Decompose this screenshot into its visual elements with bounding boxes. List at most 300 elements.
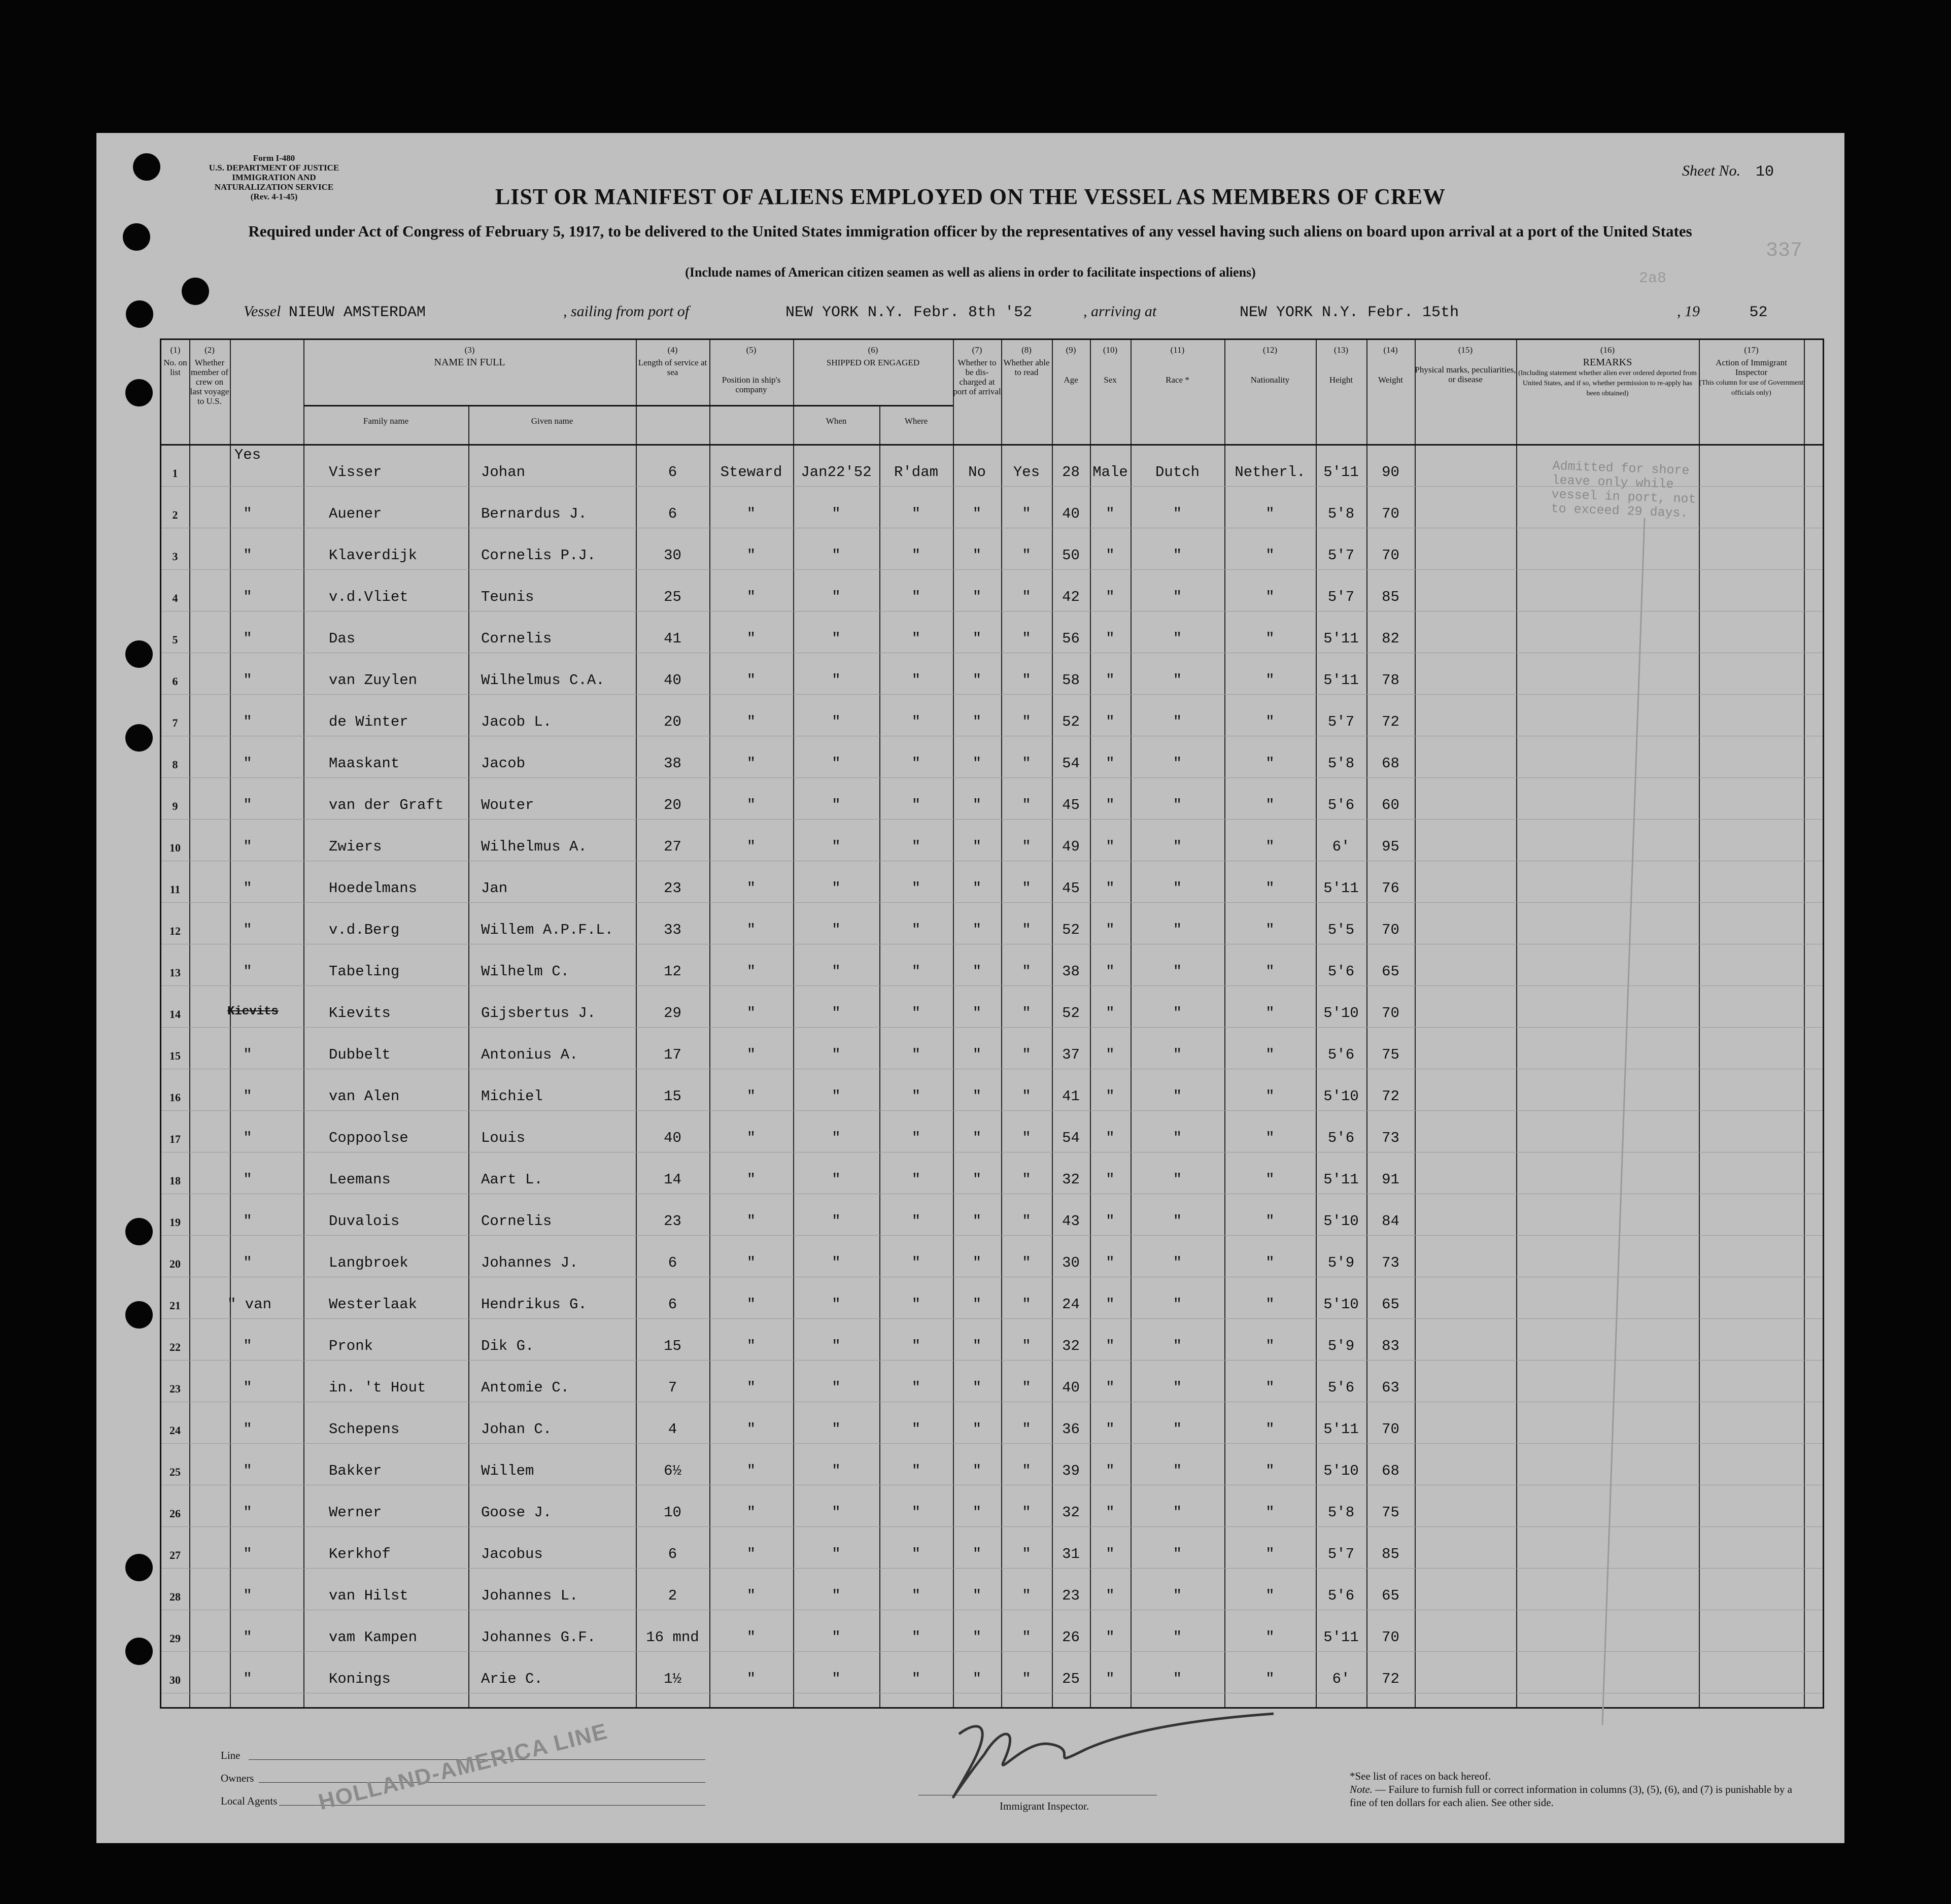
row-when: " <box>832 1171 841 1188</box>
form-number: Form I-480 <box>253 153 295 163</box>
row-where: " <box>911 1546 921 1562</box>
row-when: " <box>832 589 841 605</box>
row-weight: 85 <box>1382 589 1399 605</box>
row-position: " <box>746 672 756 689</box>
row-given-name: Willem <box>481 1463 534 1479</box>
row-service: 2 <box>668 1587 677 1604</box>
row-nationality: " <box>1265 1213 1275 1230</box>
row-discharged: " <box>972 1421 982 1438</box>
row-weight: 85 <box>1382 1546 1399 1562</box>
year-label: , 19 <box>1677 303 1700 320</box>
row-sex: Male <box>1092 464 1128 481</box>
row-read: " <box>1022 672 1031 689</box>
row-service: 38 <box>664 755 681 772</box>
row-previous-voyage: " <box>243 1587 252 1604</box>
row-race: " <box>1173 1629 1182 1646</box>
row-nationality: Netherl. <box>1235 464 1306 481</box>
row-previous-voyage: " <box>243 589 252 605</box>
row-previous-voyage: " van <box>227 1296 272 1313</box>
inspector-signature <box>918 1709 1284 1805</box>
row-height: 5'7 <box>1327 1546 1355 1562</box>
row-weight: 60 <box>1382 797 1399 813</box>
row-number: 17 <box>169 1133 181 1145</box>
row-discharged: " <box>972 547 982 564</box>
row-weight: 70 <box>1382 1005 1399 1022</box>
row-race: " <box>1173 1213 1182 1230</box>
row-service: 23 <box>664 880 681 897</box>
row-height: 5'6 <box>1327 1587 1355 1604</box>
row-given-name: Gijsbertus J. <box>481 1005 596 1022</box>
row-number: 12 <box>169 925 181 937</box>
row-read: " <box>1022 547 1031 564</box>
row-sex: " <box>1106 1213 1115 1230</box>
row-position: " <box>746 838 756 855</box>
row-nationality: " <box>1265 589 1275 605</box>
row-given-name: Jan <box>481 880 508 897</box>
row-service: 30 <box>664 547 681 564</box>
holland-america-stamp: HOLLAND-AMERICA LINE <box>316 1718 610 1815</box>
row-service: 6½ <box>664 1463 681 1479</box>
row-number: 8 <box>172 758 178 771</box>
row-number: 21 <box>169 1299 181 1312</box>
row-family-name: Tabeling <box>329 963 400 980</box>
row-given-name: Louis <box>481 1130 526 1146</box>
row-race: " <box>1173 713 1182 730</box>
row-position: " <box>746 1379 756 1396</box>
row-age: 32 <box>1062 1171 1080 1188</box>
row-when: " <box>832 797 841 813</box>
row-number: 3 <box>172 550 178 563</box>
sheet-number <box>1682 162 1774 181</box>
row-number: 6 <box>172 675 178 688</box>
row-weight: 83 <box>1382 1338 1399 1354</box>
header-no: (1) No. on list <box>163 345 187 377</box>
row-family-name: Coppoolse <box>329 1130 408 1146</box>
row-age: 54 <box>1062 1130 1080 1146</box>
row-service: 29 <box>664 1005 681 1022</box>
row-position: " <box>746 589 756 605</box>
row-age: 40 <box>1062 505 1080 522</box>
row-service: 14 <box>664 1171 681 1188</box>
row-family-name: Werner <box>329 1504 382 1521</box>
row-weight: 73 <box>1382 1254 1399 1271</box>
row-given-name: Johan <box>481 464 526 481</box>
row-previous-voyage: " <box>243 547 252 564</box>
row-service: 40 <box>664 1130 681 1146</box>
row-race: " <box>1173 630 1182 647</box>
row-number: 29 <box>169 1632 181 1645</box>
row-previous-voyage: " <box>243 1171 252 1188</box>
row-given-name: Cornelis <box>481 1213 552 1230</box>
row-when: " <box>832 1463 841 1479</box>
row-where: " <box>911 1130 921 1146</box>
row-age: 32 <box>1062 1338 1080 1354</box>
row-read: " <box>1022 963 1031 980</box>
row-read: " <box>1022 630 1031 647</box>
row-read: Yes <box>1013 464 1040 481</box>
row-race: Dutch <box>1155 464 1200 481</box>
row-nationality: " <box>1265 1504 1275 1521</box>
row-family-name: Kerkhof <box>329 1546 391 1562</box>
row-discharged: " <box>972 672 982 689</box>
row-service: 15 <box>664 1088 681 1105</box>
row-read: " <box>1022 1463 1031 1479</box>
year <box>1677 303 1772 321</box>
row-read: " <box>1022 1587 1031 1604</box>
row-height: 5'10 <box>1323 1213 1359 1230</box>
row-race: " <box>1173 1005 1182 1022</box>
row-family-name: van Alen <box>329 1088 400 1105</box>
row-position: " <box>746 1587 756 1604</box>
row-service: 33 <box>664 922 681 938</box>
row-height: 5'11 <box>1323 630 1359 647</box>
row-service: 10 <box>664 1504 681 1521</box>
header-nationality: (12) Nationality <box>1250 345 1290 385</box>
row-age: 39 <box>1062 1463 1080 1479</box>
row-service: 6 <box>668 1254 677 1271</box>
row-position: " <box>746 1088 756 1105</box>
punch-hole <box>125 379 153 406</box>
row-where: " <box>911 963 921 980</box>
row-family-name: Maaskant <box>329 755 400 772</box>
row-previous-voyage: " <box>243 922 252 938</box>
row-sex: " <box>1106 1254 1115 1271</box>
row-previous-voyage: " <box>243 1504 252 1521</box>
row-read: " <box>1022 1421 1031 1438</box>
row-family-name: Klaverdijk <box>329 547 418 564</box>
stamp-number: 337 <box>1766 240 1803 262</box>
row-position: " <box>746 1005 756 1022</box>
row-service: 7 <box>668 1379 677 1396</box>
row-when: " <box>832 963 841 980</box>
row-nationality: " <box>1265 797 1275 813</box>
row-family-name: vam Kampen <box>329 1629 418 1646</box>
header-sex: (10) Sex <box>1103 345 1118 385</box>
inspector-label: Immigrant Inspector. <box>1000 1800 1089 1812</box>
row-weight: 72 <box>1382 713 1399 730</box>
year-value: 52 <box>1749 304 1768 321</box>
row-position: " <box>746 1421 756 1438</box>
row-where: " <box>911 547 921 564</box>
row-position: " <box>746 797 756 813</box>
row-sex: " <box>1106 505 1115 522</box>
row-height: 5'11 <box>1323 1421 1359 1438</box>
form-revision: (Rev. 4-1-45) <box>250 192 298 201</box>
line-label: Line <box>221 1749 241 1761</box>
row-age: 58 <box>1062 672 1080 689</box>
row-sex: " <box>1106 922 1115 938</box>
row-age: 54 <box>1062 755 1080 772</box>
row-sex: " <box>1106 1005 1115 1022</box>
row-read: " <box>1022 838 1031 855</box>
sailing-label: , sailing from port of <box>563 303 690 320</box>
row-where: " <box>911 1046 921 1063</box>
row-number: 16 <box>169 1091 181 1104</box>
row-read: " <box>1022 1546 1031 1562</box>
header-where: Where <box>904 416 928 426</box>
races-note: *See list of races on back hereof. <box>1350 1770 1491 1782</box>
row-race: " <box>1173 505 1182 522</box>
row-age: 40 <box>1062 1379 1080 1396</box>
row-where: " <box>911 922 921 938</box>
row-where: " <box>911 1504 921 1521</box>
header-weight: (14) Weight <box>1378 345 1403 385</box>
row-sex: " <box>1106 1130 1115 1146</box>
row-where: " <box>911 755 921 772</box>
sheet-number-label: Sheet No. <box>1682 162 1740 179</box>
arriving-at-value-wrap <box>1236 303 1463 321</box>
row-when: " <box>832 505 841 522</box>
page-subtitle: Required under Act of Congress of February 5, 1917, to be delivered to the United States immigration officer by the representatives of any vessel having such aliens on board upon arrival at a port of the United States <box>248 222 1692 240</box>
row-sex: " <box>1106 1296 1115 1313</box>
owners-label: Owners <box>221 1772 254 1784</box>
row-number: 20 <box>169 1257 181 1270</box>
row-weight: 75 <box>1382 1046 1399 1063</box>
row-where: " <box>911 880 921 897</box>
row-when: " <box>832 630 841 647</box>
row-given-name: Johan C. <box>481 1421 552 1438</box>
row-read: " <box>1022 589 1031 605</box>
row-when: " <box>832 713 841 730</box>
row-where: " <box>911 1463 921 1479</box>
row-family-name: van Zuylen <box>329 672 418 689</box>
row-discharged: " <box>972 797 982 813</box>
row-discharged: " <box>972 922 982 938</box>
row-nationality: " <box>1265 1463 1275 1479</box>
row-where: " <box>911 1088 921 1105</box>
row-nationality: " <box>1265 1587 1275 1604</box>
row-weight: 68 <box>1382 755 1399 772</box>
row-given-name: Aart L. <box>481 1171 543 1188</box>
row-discharged: " <box>972 880 982 897</box>
row-race: " <box>1173 1088 1182 1105</box>
row-previous-voyage: " <box>243 1463 252 1479</box>
row-nationality: " <box>1265 1421 1275 1438</box>
row-family-name: Dubbelt <box>329 1046 391 1063</box>
row-previous-voyage: " <box>243 1046 252 1063</box>
row-discharged: " <box>972 963 982 980</box>
header-given-name: Given name <box>531 416 573 426</box>
row-previous-voyage: " <box>243 1671 252 1687</box>
row-race: " <box>1173 1463 1182 1479</box>
row-given-name: Jacobus <box>481 1546 543 1562</box>
row-number: 1 <box>172 467 178 480</box>
row-age: 45 <box>1062 880 1080 897</box>
row-service: 20 <box>664 713 681 730</box>
punch-hole <box>126 300 153 328</box>
row-discharged: " <box>972 1671 982 1687</box>
row-when: " <box>832 838 841 855</box>
row-previous-voyage: " <box>243 1088 252 1105</box>
row-weight: 95 <box>1382 838 1399 855</box>
row-when: " <box>832 1130 841 1146</box>
row-nationality: " <box>1265 1338 1275 1354</box>
row-service: 6 <box>668 1296 677 1313</box>
row-race: " <box>1173 755 1182 772</box>
row-family-name: Langbroek <box>329 1254 408 1271</box>
row-previous-voyage: " <box>243 1213 252 1230</box>
arriving-label: , arriving at <box>1083 303 1157 320</box>
row-sex: " <box>1106 797 1115 813</box>
header-race: (11) Race * <box>1166 345 1189 385</box>
row-when: " <box>832 1254 841 1271</box>
row-read: " <box>1022 922 1031 938</box>
row-given-name: Wilhelm C. <box>481 963 570 980</box>
row-age: 28 <box>1062 464 1080 481</box>
row-height: 5'11 <box>1323 1171 1359 1188</box>
row-number: 19 <box>169 1216 181 1229</box>
row-given-name: Michiel <box>481 1088 543 1105</box>
row-sex: " <box>1106 1587 1115 1604</box>
row-weight: 70 <box>1382 922 1399 938</box>
row-family-name: Das <box>329 630 356 647</box>
row-given-name: Wilhelmus C.A. <box>481 672 605 689</box>
row-nationality: " <box>1265 1379 1275 1396</box>
row-weight: 82 <box>1382 630 1399 647</box>
form-department: U.S. DEPARTMENT OF JUSTICE <box>209 163 339 173</box>
row-height: 5'8 <box>1327 755 1355 772</box>
row-previous-voyage: " <box>243 1546 252 1562</box>
row-given-name: Teunis <box>481 589 534 605</box>
row-discharged: " <box>972 1587 982 1604</box>
row-service: 6 <box>668 1546 677 1562</box>
row-discharged: " <box>972 589 982 605</box>
row-weight: 70 <box>1382 1421 1399 1438</box>
row-height: 5'8 <box>1327 505 1355 522</box>
row-previous-voyage: " <box>243 713 252 730</box>
row-given-name: Antonius A. <box>481 1046 578 1063</box>
row-discharged: " <box>972 1379 982 1396</box>
row-when: " <box>832 672 841 689</box>
row-discharged: " <box>972 1504 982 1521</box>
row-previous-voyage: Yes <box>234 447 261 463</box>
row-sex: " <box>1106 1379 1115 1396</box>
row-nationality: " <box>1265 963 1275 980</box>
manifest-sheet <box>96 133 1844 1843</box>
punch-hole <box>125 1554 153 1581</box>
row-read: " <box>1022 713 1031 730</box>
row-family-name: van Hilst <box>329 1587 408 1604</box>
row-sex: " <box>1106 713 1115 730</box>
row-service: 4 <box>668 1421 677 1438</box>
row-when: " <box>832 1005 841 1022</box>
row-service: 12 <box>664 963 681 980</box>
row-nationality: " <box>1265 1671 1275 1687</box>
row-number: 7 <box>172 717 178 729</box>
row-sex: " <box>1106 880 1115 897</box>
row-nationality: " <box>1265 1629 1275 1646</box>
row-read: " <box>1022 1671 1031 1687</box>
row-when: " <box>832 1338 841 1354</box>
row-age: 31 <box>1062 1546 1080 1562</box>
row-height: 6' <box>1332 1671 1350 1687</box>
row-read: " <box>1022 1046 1031 1063</box>
row-sex: " <box>1106 1088 1115 1105</box>
row-number: 5 <box>172 633 178 646</box>
row-position: " <box>746 963 756 980</box>
row-family-name: Pronk <box>329 1338 373 1354</box>
row-nationality: " <box>1265 1130 1275 1146</box>
row-sex: " <box>1106 1171 1115 1188</box>
manifest-footer <box>96 1709 1844 1843</box>
row-discharged: " <box>972 1046 982 1063</box>
row-age: 52 <box>1062 713 1080 730</box>
row-nationality: " <box>1265 1546 1275 1562</box>
row-position: " <box>746 1671 756 1687</box>
row-sex: " <box>1106 1546 1115 1562</box>
row-position: " <box>746 1046 756 1063</box>
row-given-name: Hendrikus G. <box>481 1296 587 1313</box>
row-height: 5'10 <box>1323 1088 1359 1105</box>
row-read: " <box>1022 1005 1031 1022</box>
row-family-name: Leemans <box>329 1171 391 1188</box>
form-service: IMMIGRATION AND NATURALIZATION SERVICE <box>214 173 334 192</box>
row-age: 30 <box>1062 1254 1080 1271</box>
row-read: " <box>1022 1629 1031 1646</box>
row-weight: 63 <box>1382 1379 1399 1396</box>
row-family-name: Schepens <box>329 1421 400 1438</box>
row-service: 1½ <box>664 1671 681 1687</box>
row-sex: " <box>1106 838 1115 855</box>
row-number: 10 <box>169 841 181 854</box>
row-service: 16 mnd <box>646 1629 699 1646</box>
row-race: " <box>1173 1254 1182 1271</box>
row-number: 22 <box>169 1341 181 1353</box>
row-age: 41 <box>1062 1088 1080 1105</box>
row-position: " <box>746 713 756 730</box>
row-position: " <box>746 880 756 897</box>
row-nationality: " <box>1265 1171 1275 1188</box>
row-family-name: Bakker <box>329 1463 382 1479</box>
row-given-name: Goose J. <box>481 1504 552 1521</box>
row-family-name: Zwiers <box>329 838 382 855</box>
row-nationality: " <box>1265 672 1275 689</box>
row-service: 25 <box>664 589 681 605</box>
row-age: 45 <box>1062 797 1080 813</box>
row-read: " <box>1022 1379 1031 1396</box>
row-discharged: " <box>972 1546 982 1562</box>
row-position: " <box>746 922 756 938</box>
header-discharged: (7) Whether to be dis-charged at port of arrival <box>953 345 1001 396</box>
header-when: When <box>826 416 847 426</box>
arriving-at-value: NEW YORK N.Y. Febr. 15th <box>1240 304 1459 321</box>
row-discharged: " <box>972 1296 982 1313</box>
row-when: " <box>832 1213 841 1230</box>
row-height: 5'6 <box>1327 1379 1355 1396</box>
row-race: " <box>1173 1130 1182 1146</box>
row-discharged: " <box>972 713 982 730</box>
row-position: " <box>746 1546 756 1562</box>
row-family-name: Visser <box>329 464 382 481</box>
row-weight: 65 <box>1382 963 1399 980</box>
punch-hole <box>125 1638 153 1665</box>
row-race: " <box>1173 672 1182 689</box>
row-family-name: v.d.Berg <box>329 922 400 938</box>
row-service: 17 <box>664 1046 681 1063</box>
row-previous-voyage: " <box>243 1629 252 1646</box>
row-number: 15 <box>169 1049 181 1062</box>
row-read: " <box>1022 1338 1031 1354</box>
row-weight: 70 <box>1382 1629 1399 1646</box>
row-number: 30 <box>169 1674 181 1686</box>
row-sex: " <box>1106 1046 1115 1063</box>
punch-hole <box>125 724 153 752</box>
row-read: " <box>1022 1504 1031 1521</box>
row-number: 23 <box>169 1382 181 1395</box>
row-where: R'dam <box>894 464 938 481</box>
row-number: 26 <box>169 1507 181 1520</box>
row-read: " <box>1022 797 1031 813</box>
